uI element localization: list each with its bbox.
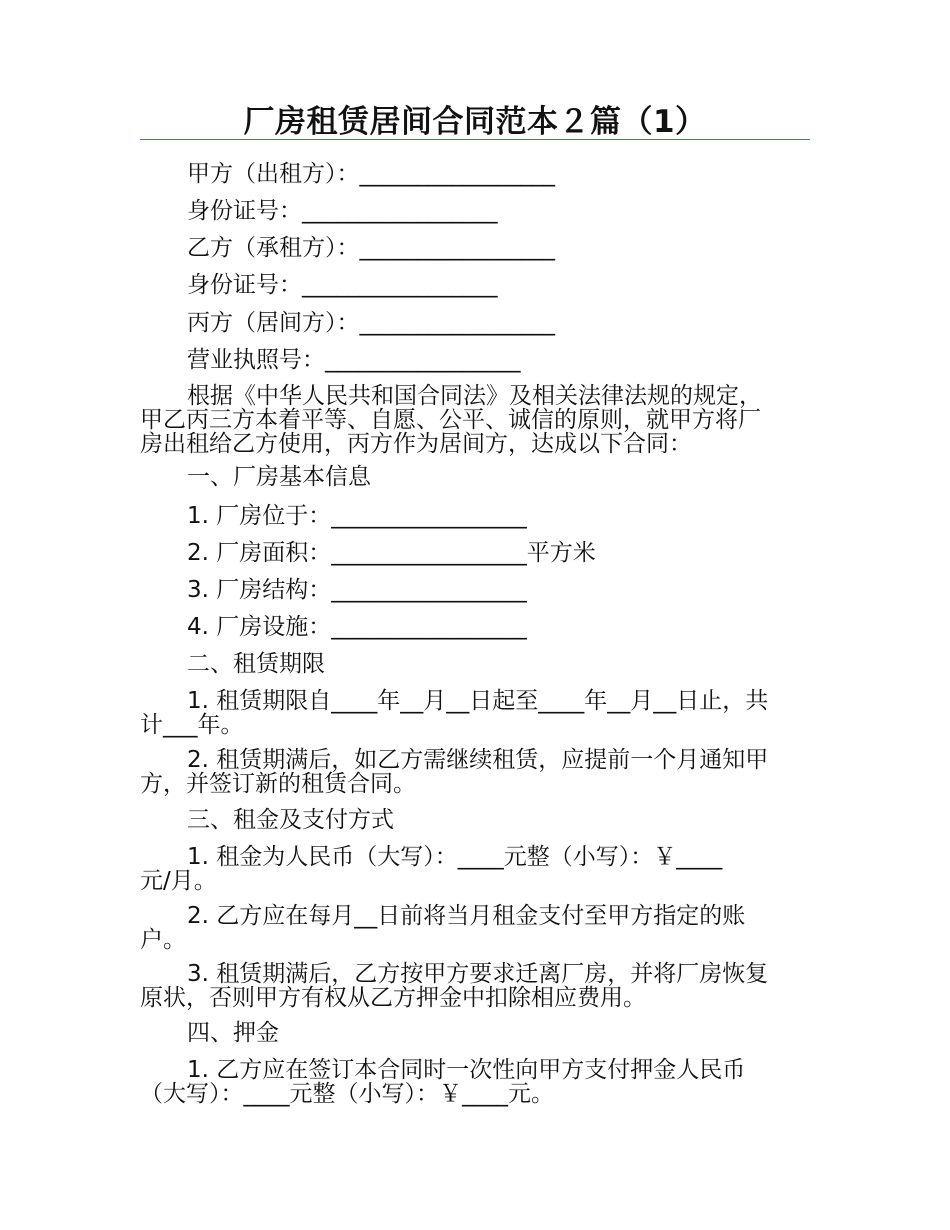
section-3-item-1 [140, 845, 810, 893]
section-2-item-2 [140, 748, 810, 796]
section-2-item-1-line-2: 计___年。 [140, 712, 244, 738]
party-a-line: 甲方（出租方）：_________________ [187, 161, 555, 187]
intro-line-1: 根据《中华人民共和国合同法》及相关法律法规的规定， [187, 383, 762, 409]
section-2-item-1 [140, 689, 810, 737]
section-3-item-3-line-1: 3. 租赁期满后，乙方按甲方要求迁离厂房，并将厂房恢复 [187, 961, 769, 987]
section-1-item-location: 1. 厂房位于：_________________ [187, 503, 527, 529]
section-1-heading: 一、厂房基本信息 [187, 464, 371, 490]
section-3-item-3 [140, 962, 810, 1010]
section-4-item-1-line-1: 1. 乙方应在签订本合同时一次性向甲方支付押金人民币 [187, 1057, 746, 1083]
intro-line-2: 甲乙丙三方本着平等、自愿、公平、诚信的原则，就甲方将厂 [140, 407, 761, 433]
section-3-heading: 三、租金及支付方式 [187, 807, 394, 833]
party-a-id-line: 身份证号：_________________ [187, 198, 498, 224]
party-b-id-line: 身份证号：_________________ [187, 272, 498, 298]
section-3-item-3-line-2: 原状，否则甲方有权从乙方押金中扣除相应费用。 [140, 985, 646, 1011]
party-c-line: 丙方（居间方）：_________________ [187, 310, 555, 336]
section-4-item-1 [140, 1058, 810, 1106]
section-3-item-1-line-1: 1. 租金为人民币（大写）：____元整（小写）：￥____ [187, 844, 723, 870]
section-2-item-1-line-1: 1. 租赁期限自____年__月__日起至____年__月__日止，共 [187, 688, 769, 714]
section-1-item-area: 2. 厂房面积：_________________平方米 [187, 540, 596, 566]
intro-paragraph [140, 384, 810, 456]
section-2-item-2-line-2: 方，并签订新的租赁合同。 [140, 771, 416, 797]
section-1-item-structure: 3. 厂房结构：_________________ [187, 577, 527, 603]
document-title: 厂房租赁居间合同范本２篇（1） [243, 104, 707, 140]
section-3-item-1-line-2: 元/月。 [140, 868, 217, 894]
section-1-item-facilities: 4. 厂房设施：_________________ [187, 614, 527, 640]
intro-line-3: 房出租给乙方使用，丙方作为居间方，达成以下合同： [140, 431, 692, 457]
section-4-item-1-line-2: （大写）：____元整（小写）：￥____元。 [140, 1081, 554, 1107]
title-underline [140, 139, 810, 140]
party-b-line: 乙方（承租方）：_________________ [187, 235, 555, 261]
section-3-item-2-line-1: 2. 乙方应在每月__日前将当月租金支付至甲方指定的账 [187, 903, 746, 929]
section-4-heading: 四、押金 [187, 1020, 279, 1046]
party-c-license-line: 营业执照号：_________________ [187, 347, 521, 373]
section-2-heading: 二、租赁期限 [187, 651, 325, 677]
section-3-item-2 [140, 904, 810, 952]
section-3-item-2-line-2: 户。 [140, 927, 186, 953]
section-2-item-2-line-1: 2. 租赁期满后，如乙方需继续租赁，应提前一个月通知甲 [187, 747, 769, 773]
